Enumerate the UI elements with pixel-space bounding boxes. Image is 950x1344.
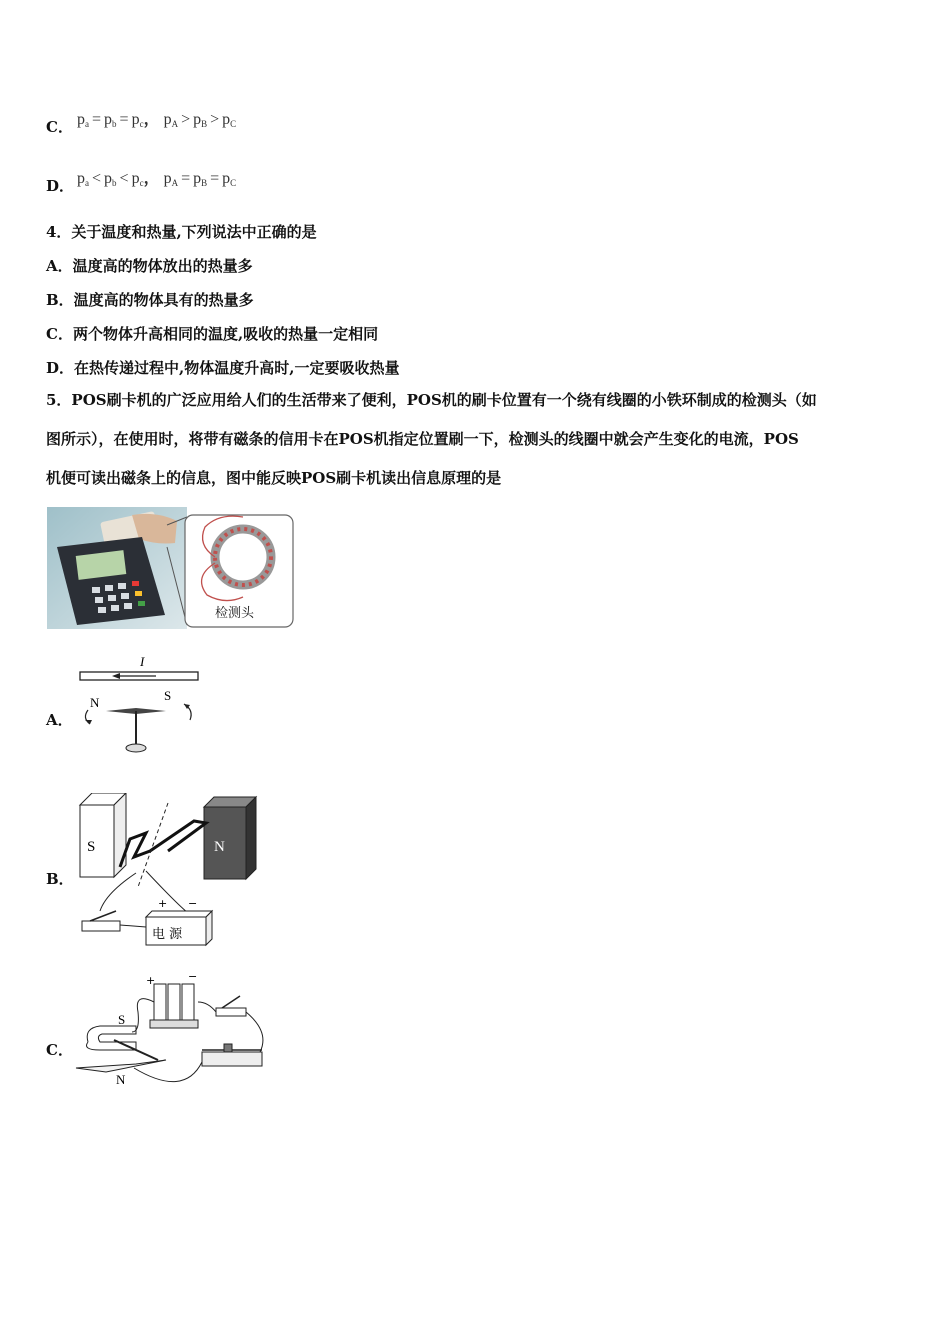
q4-stem: 4．关于温度和热量,下列说法中正确的是 <box>46 223 317 241</box>
pos-figure <box>47 507 295 629</box>
q5-stem-line-2: 图所示），在使用时，将带有磁条的信用卡在POS机指定位置刷一下，检测头的线圈中就会产生变化的电流，POS <box>46 430 799 448</box>
magnet-n-label: N <box>214 839 225 855</box>
needle-n-label: N <box>90 695 100 710</box>
power-minus-label: − <box>188 897 198 910</box>
q4-option-a: A．温度高的物体放出的热量多 <box>46 257 253 275</box>
q5-option-c-label: C． <box>46 1041 73 1059</box>
q4-option-b: B．温度高的物体具有的热量多 <box>46 291 254 309</box>
q5-option-b-label: B． <box>46 870 74 888</box>
power-label: 电 源 <box>152 927 183 942</box>
q5-option-c-figure <box>74 972 270 1102</box>
q5-stem-line-3: 机便可读出磁条上的信息，图中能反映POS刷卡机读出信息原理的是 <box>46 469 502 487</box>
option-c-formula: $p_a = p_b = p_c$， $p_A > p_B > p_C$ <box>77 111 237 129</box>
option-c-label: C． <box>46 118 73 136</box>
q5-stem <box>46 381 906 498</box>
magnet-s-label: S <box>87 839 96 855</box>
current-label: I <box>140 654 145 669</box>
battery-plus-label: + <box>146 974 156 987</box>
magnet-s-label: S <box>118 1012 126 1027</box>
needle-s-label: S <box>164 688 172 703</box>
q4-option-d: D．在热传递过程中,物体温度升高时,一定要吸收热量 <box>46 359 400 377</box>
q5-option-a-figure <box>76 654 206 759</box>
option-d-label: D． <box>46 177 75 195</box>
power-plus-label: + <box>158 897 168 910</box>
magnet-n-label: N <box>116 1072 126 1087</box>
option-d-formula: $p_a < p_b < p_c$， $p_A = p_B = p_C$ <box>77 170 237 188</box>
q5-stem-line-1: 5．POS刷卡机的广泛应用给人们的生活带来了便利，POS机的刷卡位置有一个绕有线圈的小铁环制成的检测头（如 <box>46 391 817 409</box>
detector-label: 检测头 <box>215 606 255 621</box>
battery-minus-label: − <box>188 972 198 983</box>
q5-option-b-figure <box>76 793 260 953</box>
q5-option-a-label: A． <box>46 711 73 729</box>
q4-option-c: C．两个物体升高相同的温度,吸收的热量一定相同 <box>46 325 379 343</box>
